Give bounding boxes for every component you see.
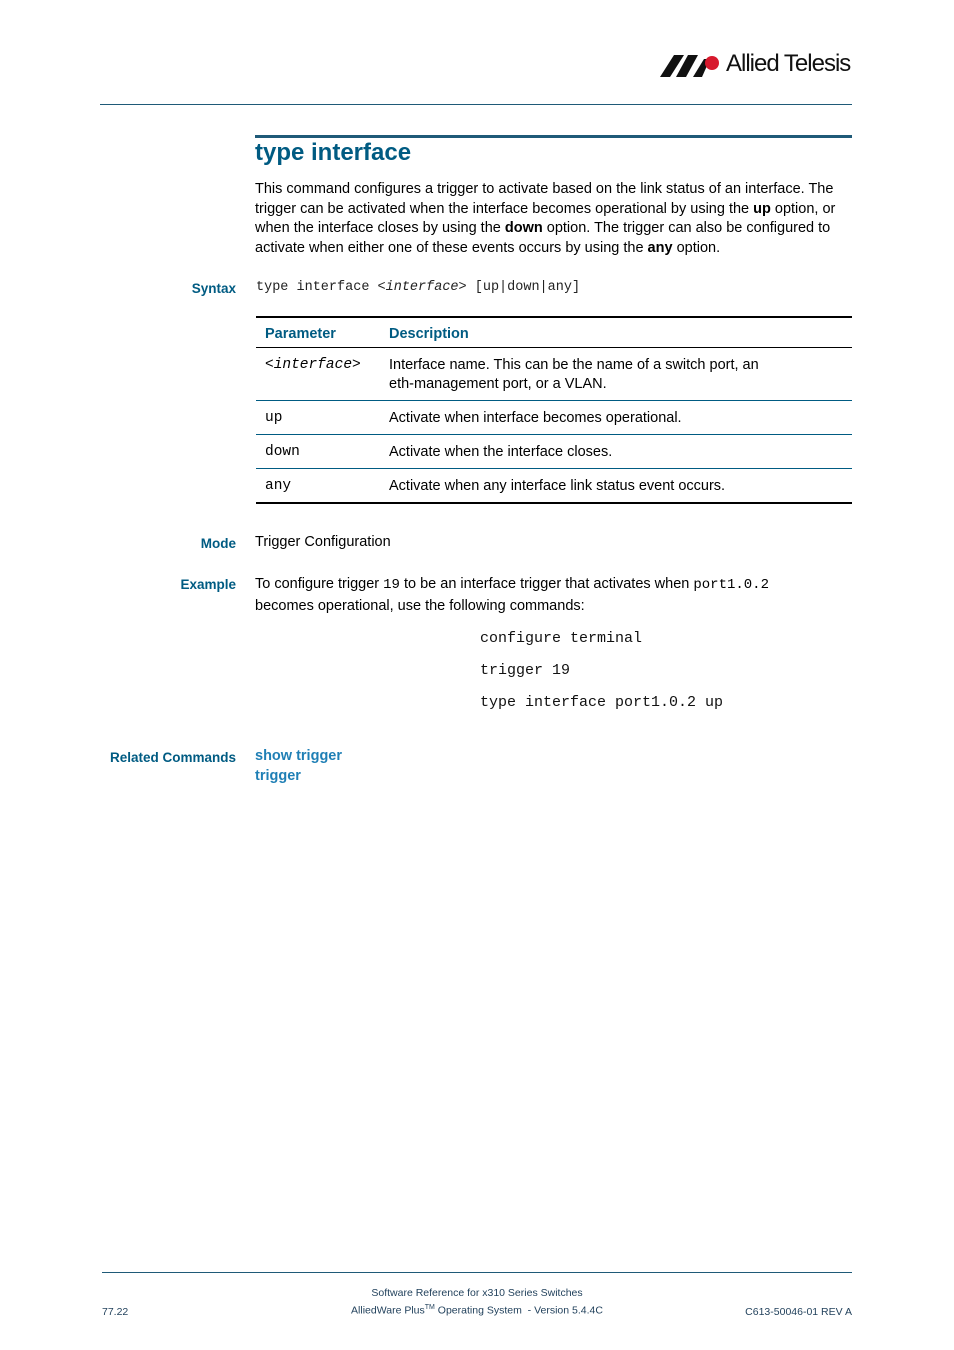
footer-version: Operating System - Version 5.4.4C (434, 1304, 603, 1317)
cli-command: configure terminal (480, 630, 643, 647)
parameter-table (256, 316, 852, 504)
param-cell: any (256, 469, 380, 504)
example-label: Example (180, 577, 236, 592)
table-row (256, 401, 852, 435)
description-text: option. (672, 239, 721, 256)
page-title: type interface (255, 139, 412, 166)
command-description (255, 180, 853, 258)
description-text: option, or when the interface closes by using the (255, 200, 836, 236)
column-header-parameter: Parameter (256, 317, 380, 348)
related-link-trigger[interactable]: trigger (255, 767, 301, 784)
syntax-label: Syntax (191, 281, 236, 296)
footer-title: Software Reference for x310 Series Switches (371, 1287, 583, 1299)
table-row (256, 435, 852, 469)
option-keyword: down (504, 220, 543, 236)
page-number: 77.22 (102, 1306, 129, 1318)
param-cell: up (256, 401, 380, 435)
option-keyword: up (753, 200, 771, 217)
related-commands-label: Related Commands (109, 750, 236, 765)
description-cell: Activate when any interface link status event occurs. (380, 469, 852, 504)
mode-label: Mode (200, 536, 236, 551)
header-rule (100, 104, 852, 105)
table-row (256, 348, 852, 401)
related-commands-list (255, 747, 342, 786)
syntax-suffix: > [up|down|any] (458, 280, 581, 295)
description-text: option. The trigger can also be configured to activate when either one of these events occurs by using the (255, 220, 831, 256)
title-rule (255, 135, 852, 138)
syntax-prefix: type interface < (256, 280, 386, 295)
example-intro-text: becomes operational, use the following commands: (255, 598, 585, 614)
example-intro-text: to be an interface trigger that activates when (399, 576, 694, 592)
syntax-line (256, 280, 580, 295)
logo-mark-icon (660, 53, 720, 79)
param-cell: <interface> (256, 348, 380, 401)
option-keyword: any (647, 239, 673, 256)
allied-telesis-logo (660, 50, 855, 80)
column-header-description: Description (380, 317, 852, 348)
example-intro (255, 574, 853, 617)
footer-os-name: AlliedWare Plus (351, 1304, 425, 1317)
mode-value: Trigger Configuration (255, 534, 391, 550)
cli-command: type interface port1.0.2 up (480, 694, 724, 711)
related-link-show-trigger[interactable]: show trigger (255, 748, 343, 764)
description-cell: Interface name. This can be the name of a switch port, an eth-management port, or a VLAN. (380, 348, 852, 401)
syntax-arg: interface (385, 280, 459, 295)
description-cell: Activate when interface becomes operational. (380, 401, 852, 435)
document-id: C613-50046-01 REV A (745, 1306, 852, 1318)
example-intro-text: To configure trigger (255, 576, 384, 592)
table-row (256, 469, 852, 504)
footer-trademark: TM (424, 1304, 435, 1311)
table-header-row (256, 317, 852, 348)
description-cell: Activate when the interface closes. (380, 435, 852, 469)
description-text: This command configures a trigger to activate based on the link status of an interface. The trigger can be activated when the interface becomes operational by using the (255, 181, 834, 217)
footer-rule (102, 1272, 852, 1273)
cli-command: trigger 19 (480, 662, 571, 679)
example-trigger-id: 19 (383, 577, 400, 593)
param-cell: down (256, 435, 380, 469)
logo-text: Allied Telesis (726, 50, 851, 77)
example-port: port1.0.2 (693, 577, 769, 593)
